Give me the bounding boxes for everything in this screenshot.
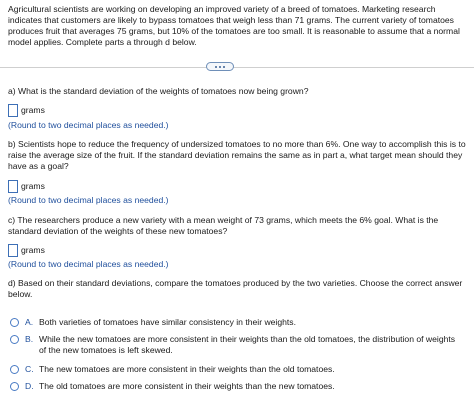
question-c: c) The researchers produce a new variety with a mean weight of 73 grams, which meets the 6% goal. What is the standard deviation of the weights of these new tomatoes? — [8, 215, 439, 236]
question-b: b) Scientists hope to reduce the frequency of undersized tomatoes to no more than 6%. One way to accomplish this is to raise the average size of the fruit. If the standard deviation remains the same as in part a, what target mean should they have as a goal? — [8, 139, 466, 171]
question-a: a) What is the standard deviation of the weights of tomatoes now being grown? — [8, 86, 309, 96]
answer-input-c[interactable] — [8, 244, 18, 257]
problem-intro: Agricultural scientists are working on developing an improved variety of a breed of tomatoes. Marketing research indicates that customers are likely to bypass tomatoes that weigh less than 71 grams. The current variety of tomatoes produces fruit that averages 75 grams, but 10% of the tomatoes are too small. It is reasonable to assume that a normal model applies. Complete parts a through d below. — [8, 4, 460, 47]
answer-input-b[interactable] — [8, 180, 18, 193]
option-b[interactable]: B. While the new tomatoes are more consistent in their weights than the old tomatoes, the distribution of weights of the new tomatoes is left skewed. — [10, 334, 459, 356]
unit-label-c: grams — [21, 245, 45, 255]
question-d: d) Based on their standard deviations, compare the tomatoes produced by the two varieties. Choose the correct answer below. — [8, 278, 463, 299]
unit-label-a: grams — [21, 105, 45, 115]
divider — [0, 67, 474, 68]
radio-option-b[interactable] — [10, 335, 19, 344]
radio-option-d[interactable] — [10, 382, 19, 391]
dot-icon — [223, 66, 225, 68]
dot-icon — [215, 66, 217, 68]
hint-b: (Round to two decimal places as needed.) — [8, 195, 169, 205]
answer-input-a[interactable] — [8, 104, 18, 117]
radio-option-c[interactable] — [10, 365, 19, 374]
answer-row-c — [8, 244, 45, 257]
option-a[interactable]: A. Both varieties of tomatoes have similar consistency in their weights. — [10, 317, 459, 328]
hint-c: (Round to two decimal places as needed.) — [8, 259, 169, 269]
option-c[interactable]: C. The new tomatoes are more consistent in their weights than the old tomatoes. — [10, 364, 459, 375]
option-d[interactable]: D. The old tomatoes are more consistent in their weights than the new tomatoes. — [10, 381, 459, 392]
answer-row-b — [8, 180, 45, 193]
dot-icon — [219, 66, 221, 68]
radio-option-a[interactable] — [10, 318, 19, 327]
hint-a: (Round to two decimal places as needed.) — [8, 120, 169, 130]
expand-more-button[interactable] — [206, 62, 234, 71]
unit-label-b: grams — [21, 181, 45, 191]
answer-row-a — [8, 104, 45, 117]
